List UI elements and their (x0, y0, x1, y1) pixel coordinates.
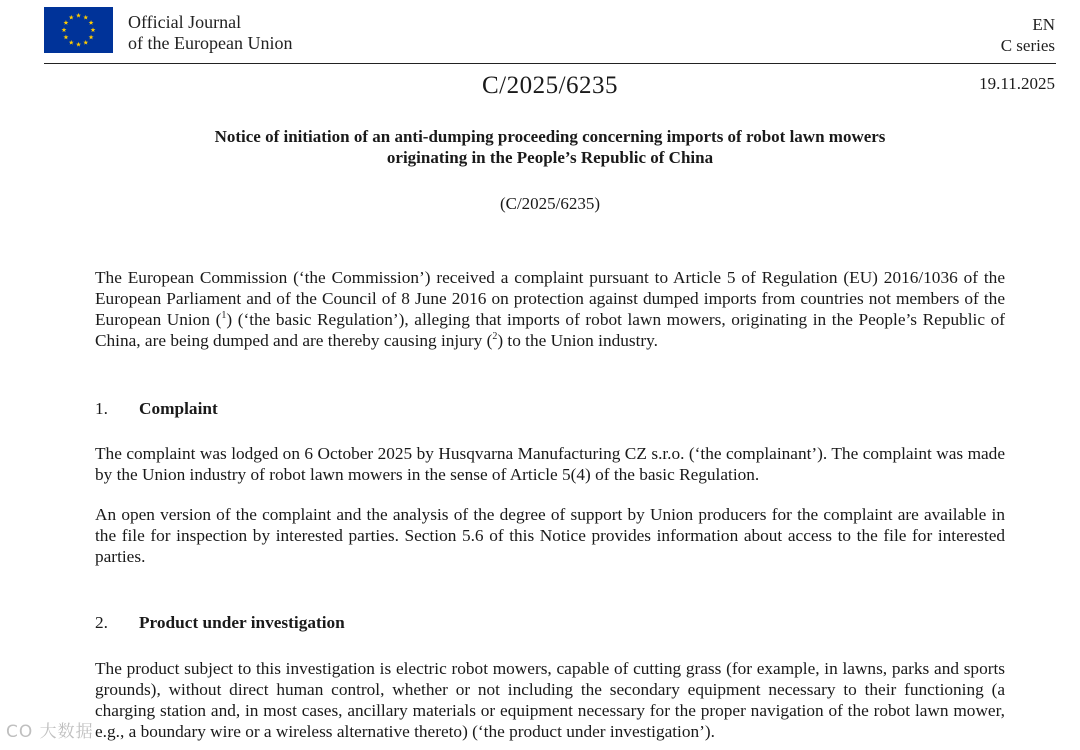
eu-flag-stars (44, 7, 113, 53)
eu-flag-icon (44, 7, 113, 53)
watermark: CO 大数据 (6, 722, 94, 742)
star-icon (91, 27, 96, 32)
star-icon (76, 42, 81, 47)
star-icon (89, 35, 94, 40)
section-heading-product (95, 612, 345, 633)
star-icon (69, 40, 74, 45)
language-code: EN (1032, 15, 1055, 34)
complaint-paragraph-2: An open version of the complaint and the analysis of the degree of support by Union producers for the complaint are available in the file for inspection by interested parties. Section 5.6 of this Notice provides information about access to the file for interested parties. (95, 505, 1005, 566)
notice-title-line2: originating in the People’s Republic of China (386, 148, 714, 167)
journal-title-line2: of the European Union (128, 33, 293, 53)
intro-text-part3: ) to the Union industry. (497, 331, 658, 350)
star-icon (63, 20, 68, 25)
star-icon (63, 35, 68, 40)
intro-text-part2: ) (‘the basic Regulation’), alleging that imports of robot lawn mowers, originating in the People’s Republic of China, are being dumped and are thereby causing injury ( (95, 310, 1005, 350)
notice-title-line1: Notice of initiation of an anti-dumping proceeding concerning imports of robot lawn mowers (214, 127, 886, 146)
product-paragraph-1: The product subject to this investigation is electric robot mowers, capable of cutting grass (for example, in lawns, parks and sports grounds), without direct human control, whether or not including the secondary equipment necessary to their functioning (a charging station and, in most cases, ancillary materials or equipment necessary for the proper navigation of the robot lawn mower, e.g., a boundary wire or a wireless alternative thereto) (‘the product under investigation’). (95, 659, 1005, 741)
intro-text-part1: The European Commission (‘the Commission’) received a complaint pursuant to Article 5 of Regulation (EU) 2016/1036 of the European Parliament and of the Council of 8 June 2016 on protection against dumped imports from countries not members of the European Union ( (95, 268, 1005, 329)
journal-title (128, 12, 292, 54)
section-title: Complaint (139, 399, 218, 418)
document-date: 19.11.2025 (979, 74, 1055, 93)
star-icon (76, 13, 81, 18)
complaint-paragraph-1: The complaint was lodged on 6 October 2025 by Husqvarna Manufacturing CZ s.r.o. (‘the complainant’). The complaint was made by the Union industry of robot lawn mowers in the sense of Article 5(4) of the basic Regulation. (95, 444, 1005, 484)
series-label: C series (1000, 36, 1055, 55)
section-number: 1. (95, 399, 108, 418)
section-heading-complaint (95, 398, 218, 419)
notice-title (120, 126, 980, 168)
header-divider (44, 63, 1056, 64)
star-icon (89, 20, 94, 25)
section-title: Product under investigation (139, 613, 345, 632)
language-series (1001, 14, 1055, 56)
star-icon (83, 15, 88, 20)
notice-reference: (C/2025/6235) (499, 194, 601, 213)
footnote-1-link[interactable]: 1 (221, 310, 227, 322)
star-icon (83, 40, 88, 45)
star-icon (69, 15, 74, 20)
footnote-2-link[interactable]: 2 (492, 331, 498, 343)
journal-title-line1: Official Journal (128, 12, 242, 32)
document-number: C/2025/6235 (481, 72, 619, 99)
intro-paragraph (95, 267, 1005, 351)
star-icon (62, 27, 67, 32)
section-number: 2. (95, 613, 108, 632)
